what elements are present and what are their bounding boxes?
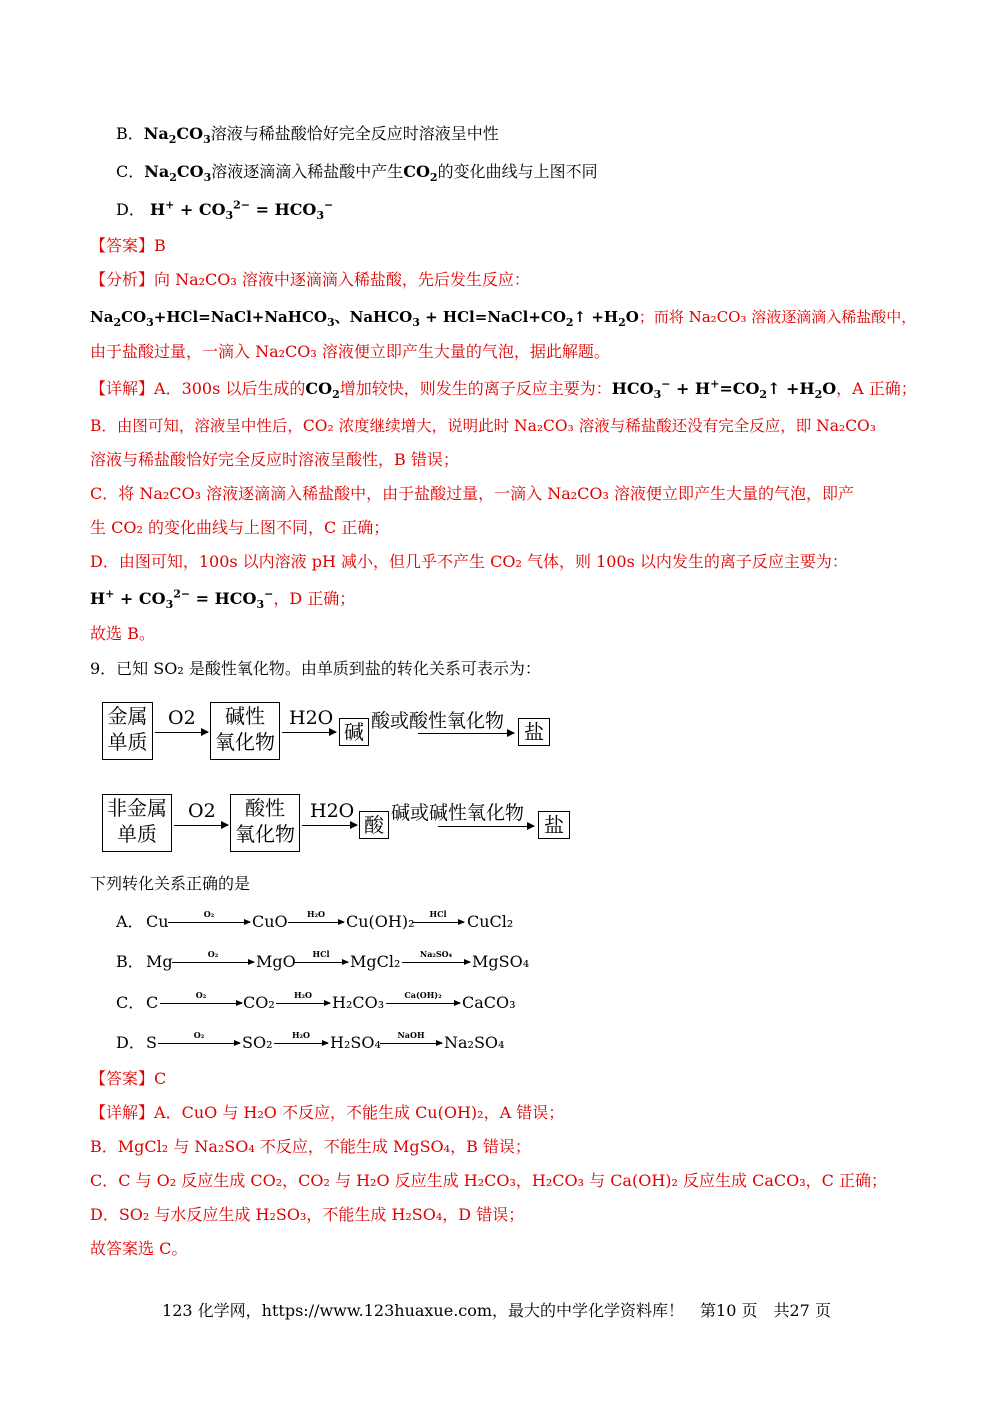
species: MgSO₄	[472, 952, 530, 971]
label-o2: O2	[168, 707, 196, 729]
conclusion: 故选 B。	[90, 624, 155, 643]
label-o2: O2	[188, 800, 216, 822]
reagent: H₂O	[291, 1030, 311, 1040]
reagent: H₂O	[306, 909, 326, 919]
option-d: D． $H^+ + CO_3^{2-} = HCO_3^-$	[116, 198, 334, 223]
arrow-icon	[282, 732, 336, 733]
answer-line: 【答案】B	[90, 236, 166, 255]
q9-detail-b: B．MgCl₂ 与 Na₂SO₄ 不反应，不能生成 MgSO₄，B 错误；	[90, 1137, 531, 1156]
arrow-icon	[418, 733, 514, 734]
species: MgCl₂	[350, 952, 401, 971]
arrow-icon	[276, 1003, 330, 1004]
arrow-icon	[174, 825, 228, 826]
arrow-icon	[294, 962, 348, 963]
box-nonmetal: 非金属 单质	[102, 794, 172, 852]
q9-detail-c: C．C 与 O₂ 反应生成 CO₂，CO₂ 与 H₂O 反应生成 H₂CO₃，H₂CO₃ 与 Ca(OH)₂ 反应生成 CaCO₃，C 正确；	[90, 1171, 887, 1190]
box-metal: 金属 单质	[102, 702, 153, 760]
arrow-icon	[274, 1043, 328, 1044]
detail-a: 【详解】A．300s 以后生成的$CO_2$增加较快，则发生的离子反应主要为：$HCO_3^-$ + $H^+=CO_2↑ +H_2O$，A 正确；	[90, 377, 917, 402]
option-b: B．$Na_2CO_3$溶液与稀盐酸恰好完全反应时溶液呈中性	[116, 124, 499, 147]
q9-detail-a: 【详解】A．CuO 与 H₂O 不反应，不能生成 Cu(OH)₂，A 错误；	[90, 1103, 565, 1122]
label-acid-or-acidic-oxide: 酸或酸性氧化物	[371, 710, 505, 732]
arrow-icon	[168, 922, 250, 923]
arrow-icon	[288, 922, 344, 923]
detail-d-2: $H^+ + CO_3^{2-} = HCO_3^-$，D 正确；	[90, 587, 356, 612]
arrow-icon	[380, 1043, 442, 1044]
arrow-icon	[402, 962, 470, 963]
species: MgO	[256, 952, 296, 971]
species: H₂CO₃	[332, 993, 385, 1012]
reagent: O₂	[203, 909, 215, 919]
option-label: B．	[116, 952, 144, 971]
option-c: C．$Na_2CO_3$溶液逐滴滴入稀盐酸中产生$CO_2$的变化曲线与上图不同	[116, 162, 598, 185]
species: C	[146, 993, 159, 1012]
species: Na₂SO₄	[444, 1033, 505, 1052]
box-salt: 盐	[538, 811, 570, 839]
species: CaCO₃	[462, 993, 516, 1012]
species: CO₂	[243, 993, 275, 1012]
reagent: O₂	[207, 949, 219, 959]
q9-detail-d: D．SO₂ 与水反应生成 H₂SO₃，不能生成 H₂SO₄，D 错误；	[90, 1205, 525, 1224]
arrow-icon	[412, 922, 464, 923]
detail-c-1: C．将 Na₂CO₃ 溶液逐滴滴入稀盐酸中，由于盐酸过量，一滴入 Na₂CO₃ 溶液便立即产生大量的气泡，即产	[90, 484, 855, 503]
arrow-icon	[386, 1003, 460, 1004]
label-h2o: H2O	[310, 800, 355, 822]
reagent: Na₂SO₄	[419, 949, 453, 959]
reagent: HCl	[312, 949, 330, 959]
species: Mg	[146, 952, 173, 971]
detail-b-1: B．由图可知，溶液呈中性后，CO₂ 浓度继续增大，说明此时 Na₂CO₃ 溶液与稀盐酸还没有完全反应，即 Na₂CO₃	[90, 417, 876, 435]
label-h2o: H2O	[289, 707, 334, 729]
page-footer: 123 化学网，https://www.123huaxue.com，最大的中学化学资料库！ 第10 页 共27 页	[162, 1301, 831, 1320]
species: S	[146, 1033, 157, 1052]
box-acid: 酸	[359, 811, 389, 839]
q9-conclusion: 故答案选 C。	[90, 1239, 188, 1258]
arrow-icon	[160, 1003, 242, 1004]
species: SO₂	[242, 1033, 273, 1052]
arrow-icon	[302, 825, 357, 826]
species: CuCl₂	[467, 912, 514, 931]
q9-answer-line: 【答案】C	[90, 1069, 167, 1088]
box-salt: 盐	[518, 718, 550, 746]
arrow-icon	[438, 826, 534, 827]
question-9-stem: 9．已知 SO₂ 是酸性氧化物。由单质到盐的转化关系可表示为：	[90, 659, 541, 678]
detail-b-2: 溶液与稀盐酸恰好完全反应时溶液呈酸性，B 错误；	[90, 450, 459, 469]
species: CuO	[252, 912, 288, 931]
question-9-prompt: 下列转化关系正确的是	[90, 874, 251, 893]
analysis-line-3: 由于盐酸过量，一滴入 Na₂CO₃ 溶液便立即产生大量的气泡，据此解题。	[90, 342, 610, 361]
species: Cu(OH)₂	[346, 912, 415, 931]
option-label: D．	[116, 1033, 145, 1052]
box-basic-oxide: 碱性 氧化物	[210, 702, 280, 760]
arrow-icon	[155, 732, 208, 733]
reagent: HCl	[429, 909, 447, 919]
species: Cu	[146, 912, 169, 931]
species: H₂SO₄	[330, 1033, 381, 1052]
option-label: A．	[116, 912, 144, 931]
box-base: 碱	[339, 718, 369, 746]
reagent: H₂O	[293, 990, 313, 1000]
reagent: NaOH	[397, 1030, 425, 1040]
analysis-line-1: 【分析】向 Na₂CO₃ 溶液中逐滴滴入稀盐酸，先后发生反应：	[90, 270, 530, 289]
reagent: Ca(OH)₂	[404, 990, 442, 1000]
label-base-or-basic-oxide: 碱或碱性氧化物	[391, 802, 525, 824]
detail-c-2: 生 CO₂ 的变化曲线与上图不同，C 正确；	[90, 518, 390, 537]
reagent: O₂	[195, 990, 207, 1000]
arrow-icon	[172, 962, 254, 963]
reagent: O₂	[193, 1030, 205, 1040]
option-label: C．	[116, 993, 145, 1012]
analysis-line-2: $Na_2CO_3+HCl=NaCl+NaHCO_3$、NaHCO$_3$ + $HCl=NaCl+CO_2↑ +H_2O$；而将 Na₂CO₃ 溶液逐滴滴入稀盐酸中，	[90, 308, 917, 329]
box-acidic-oxide: 酸性 氧化物	[230, 794, 300, 852]
arrow-icon	[158, 1043, 240, 1044]
detail-d-1: D．由图可知，100s 以内溶液 pH 减小，但几乎不产生 CO₂ 气体，则 100s 以内发生的离子反应主要为：	[90, 552, 848, 571]
